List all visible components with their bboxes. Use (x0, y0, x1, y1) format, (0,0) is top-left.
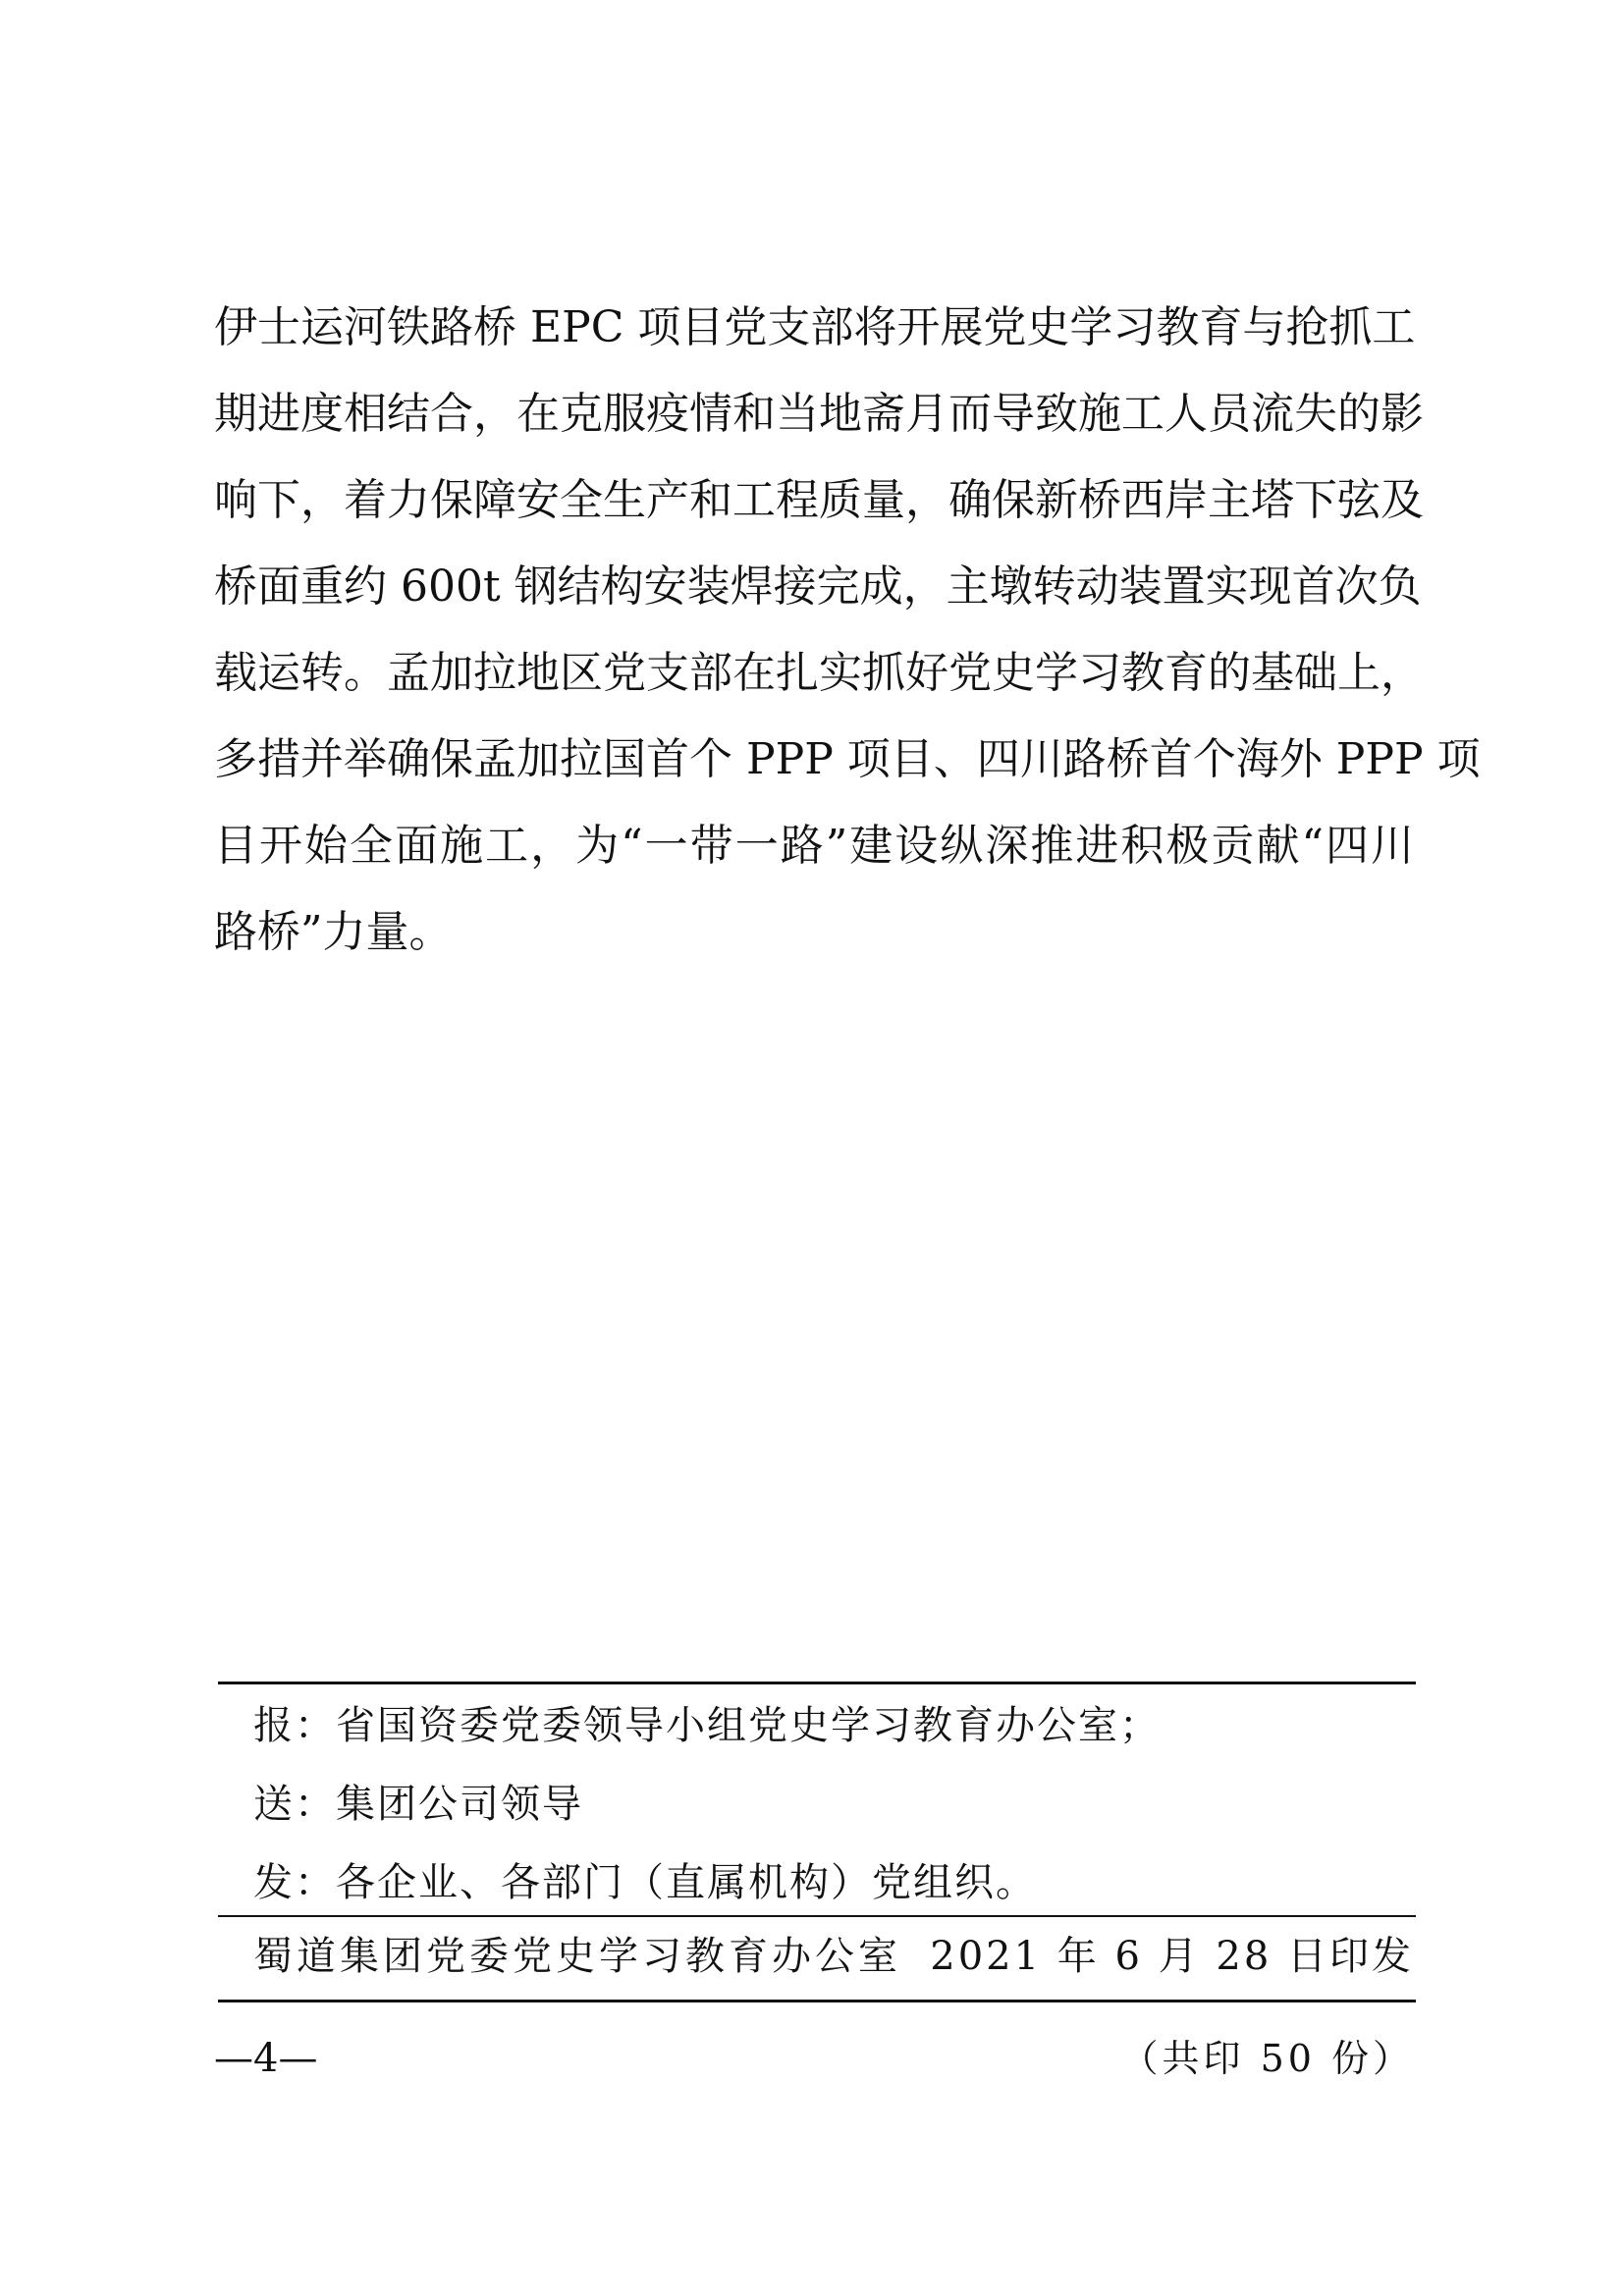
issuing-office: 蜀道集团党委党史学习教育办公室 (253, 1934, 901, 1979)
copies-count: （共印 50 份） (1120, 2037, 1414, 2080)
body-line: 多措并举确保孟加拉国首个 PPP 项目、四川路桥首个海外 PPP 项 (214, 734, 1481, 784)
footer-top-rule (218, 1682, 1416, 1684)
body-line: 桥面重约 600t 钢结构安装焊接完成，主墩转动装置实现首次负 (214, 561, 1422, 612)
body-paragraph (214, 285, 1481, 976)
footer-bottom-rule (218, 2000, 1416, 2002)
page-number: —4— (214, 2036, 318, 2081)
issue-date: 2021 年 6 月 28 日印发 (930, 1934, 1414, 1979)
footer-middle-rule (218, 1915, 1416, 1917)
send-to-line: 送：集团公司领导 (253, 1782, 583, 1827)
body-line: 目开始全面施工，为“一带一路”建设纵深推进积极贡献“四川 (214, 821, 1414, 871)
distribute-to-line: 发：各企业、各部门（直属机构）党组织。 (253, 1860, 1037, 1905)
body-line: 伊士运河铁路桥 EPC 项目党支部将开展党史学习教育与抢抓工 (214, 302, 1416, 352)
body-line: 响下，着力保障安全生产和工程质量，确保新桥西岸主塔下弦及 (214, 475, 1424, 525)
body-line: 路桥”力量。 (214, 907, 453, 957)
report-to-line: 报：省国资委党委领导小组党史学习教育办公室； (253, 1703, 1161, 1748)
body-line: 期进度相结合，在克服疫情和当地斋月而导致施工人员流失的影 (214, 389, 1424, 439)
body-line: 载运转。孟加拉地区党支部在扎实抓好党史学习教育的基础上， (214, 648, 1424, 698)
